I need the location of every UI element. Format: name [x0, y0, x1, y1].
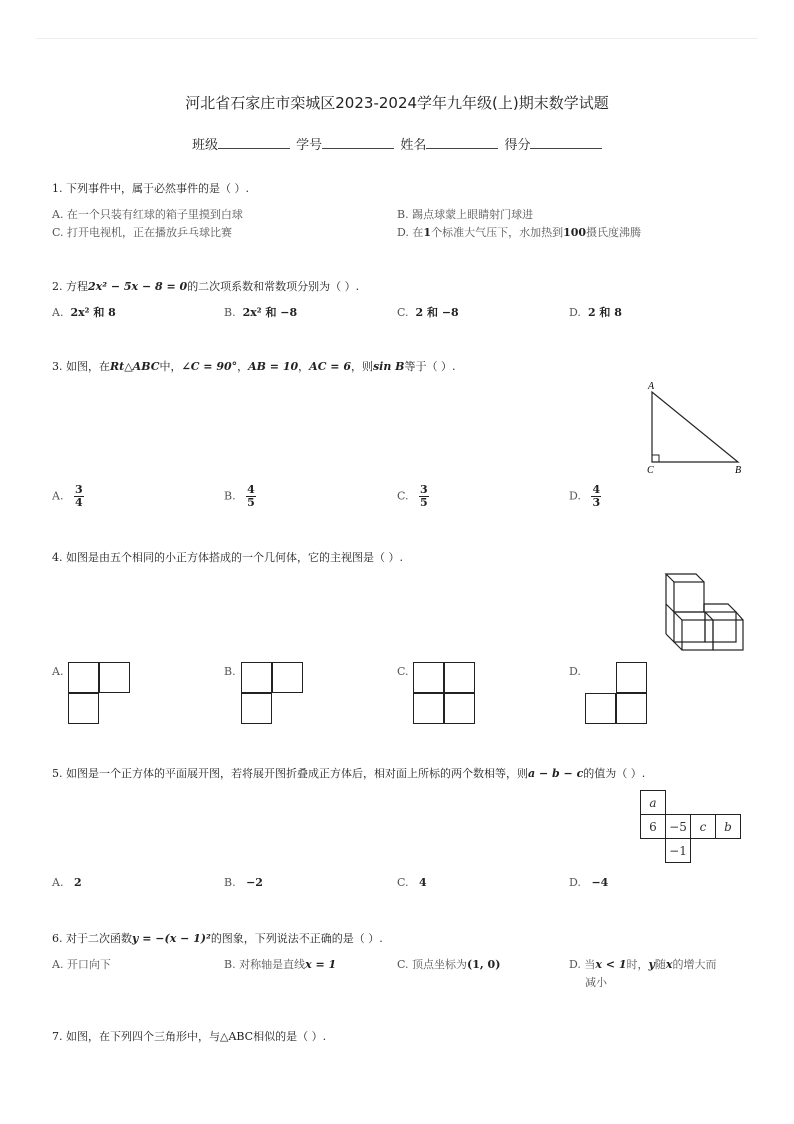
q3-c-num: 3	[420, 483, 428, 496]
q4-a-cell	[99, 662, 130, 693]
q3-a-num: 3	[74, 483, 83, 496]
q5-net-a	[641, 791, 666, 815]
q3-triangle	[652, 392, 738, 462]
q1-d-post: 摄氏度沸腾	[586, 226, 642, 239]
q1-option-c[interactable]: C. 打开电视机，正在播放乒乓球比赛	[52, 226, 233, 239]
q6-c-pre: C. 顶点坐标为	[397, 958, 468, 971]
q5-d-value: −4	[591, 876, 609, 889]
q3-stem-angle: ∠C = 90°	[181, 360, 238, 373]
q6-c-point: (1, 0)	[467, 958, 501, 971]
q6-d-mid: 时，	[626, 958, 649, 971]
q6-b-pre: B. 对称轴是直线	[224, 958, 306, 971]
student-info-fields	[192, 134, 604, 153]
field-id-label: 学号	[296, 138, 323, 153]
page-title: 河北省石家庄市栾城区2023-2024学年九年级(上)期末数学试题	[185, 94, 609, 112]
q5-option-c[interactable]	[397, 876, 427, 889]
q1-option-d[interactable]	[397, 224, 641, 240]
q3-right-angle-mark	[652, 455, 659, 462]
field-score-blank[interactable]	[530, 136, 602, 149]
q3-vertex-b: B	[735, 465, 742, 476]
q1-d-num1: 1	[423, 226, 432, 239]
q3-triangle-figure	[640, 378, 750, 478]
field-name-blank[interactable]	[426, 136, 498, 149]
q2-stem	[52, 278, 359, 294]
q5-net-a-text: a	[649, 795, 657, 810]
q4-c-cell	[444, 693, 475, 724]
q3-option-b[interactable]	[224, 484, 256, 509]
q3-stem-post: 等于（ ）.	[404, 360, 456, 373]
q6-option-b[interactable]	[224, 956, 336, 972]
q6-d-x: x	[665, 958, 673, 971]
q3-d-label: D.	[569, 489, 581, 503]
field-class-label: 班级	[192, 138, 219, 153]
q3-c-fraction	[419, 484, 429, 509]
q6-d-mid2: 随	[654, 958, 666, 971]
q4-d-cell	[616, 693, 647, 724]
q5-net-c	[691, 815, 716, 839]
field-id-blank[interactable]	[322, 136, 394, 149]
q5-net-neg5: −5	[666, 815, 691, 839]
q4-a-cell	[68, 693, 99, 724]
q3-option-c[interactable]	[397, 484, 429, 509]
q5-c-value: 4	[419, 876, 427, 889]
q4-c-cell	[413, 693, 444, 724]
q3-option-a[interactable]	[52, 484, 84, 509]
q1-d-pre: D. 在	[397, 226, 424, 239]
q3-stem-mid: 中，	[159, 360, 182, 373]
q2-d-label: D.	[569, 306, 581, 319]
q2-c-label: C.	[397, 306, 409, 319]
q3-stem-sin: sin B	[372, 360, 405, 373]
q4-option-d-label[interactable]: D.	[569, 665, 581, 678]
q5-net-empty	[716, 791, 741, 815]
q3-a-fraction	[74, 484, 84, 509]
q5-option-a[interactable]	[52, 876, 82, 889]
field-name-label: 姓名	[400, 138, 427, 153]
q5-net-empty	[691, 791, 716, 815]
q6-option-d[interactable]	[569, 956, 716, 972]
q4-a-cell	[68, 662, 99, 693]
q2-stem-pre: 2. 方程	[52, 280, 88, 293]
q1-stem: 1. 下列事件中，属于必然事件的是（ ）.	[52, 182, 249, 195]
q6-stem-function: y = −(x − 1)²	[132, 932, 211, 945]
q3-d-num: 4	[592, 483, 601, 496]
q3-b-den: 5	[247, 496, 255, 509]
q1-d-num2: 100	[563, 226, 587, 239]
q5-net-b-text: b	[724, 819, 732, 834]
q6-d-post: 的增大而	[672, 958, 717, 971]
q5-a-value: 2	[73, 876, 82, 889]
q4-b-cell	[241, 693, 272, 724]
q5-net-six: 6	[641, 815, 666, 839]
q2-b-value: 2x² 和 −8	[242, 306, 298, 319]
q4-d-cell	[616, 662, 647, 693]
field-score-label: 得分	[504, 138, 531, 153]
q3-d-den: 3	[592, 496, 601, 509]
q5-b-label: B.	[224, 876, 236, 889]
q5-net-b	[716, 815, 741, 839]
q2-option-a[interactable]	[52, 304, 116, 320]
q3-stem-ac: AC = 6	[309, 360, 351, 373]
q2-b-label: B.	[224, 306, 236, 319]
field-class-blank[interactable]	[218, 136, 290, 149]
q6-stem-post: 的图象，下列说法不正确的是（ ）.	[210, 932, 383, 945]
q6-d-y: y	[648, 958, 655, 971]
q2-a-value: 2x² 和 8	[70, 306, 116, 319]
q2-option-d[interactable]	[569, 304, 622, 320]
q7-stem: 7. 如图，在下列四个三角形中，与△ABC相似的是（ ）.	[52, 1030, 327, 1043]
q2-d-value: 2 和 8	[587, 306, 622, 319]
q2-c-value: 2 和 −8	[415, 306, 459, 319]
q2-stem-equation: 2x² − 5x − 8 = 0	[88, 280, 188, 293]
q6-option-d-line2: 减小	[585, 976, 607, 989]
q5-net-empty	[666, 791, 691, 815]
q3-b-num: 4	[247, 483, 255, 496]
q6-stem-pre: 6. 对于二次函数	[52, 932, 132, 945]
q2-option-c[interactable]	[397, 304, 459, 320]
q5-cube-net	[640, 790, 741, 863]
q3-stem-triangle: Rt△ABC	[110, 360, 160, 373]
q5-c-label: C.	[397, 876, 409, 889]
q6-stem	[52, 930, 383, 946]
q4-option-b-label[interactable]: B.	[224, 665, 236, 678]
q3-a-den: 4	[74, 496, 83, 509]
q3-c-label: C.	[397, 489, 409, 503]
q3-stem: 3. 如图，在Rt△ABC中，∠C = 90°，AB = 10，AC = 6，则sin B等于（ ）.	[52, 360, 456, 373]
q3-vertex-a: A	[648, 381, 655, 392]
q6-option-c[interactable]	[397, 956, 500, 972]
q2-option-b[interactable]	[224, 304, 297, 320]
q3-d-fraction	[591, 484, 601, 509]
q3-b-fraction	[246, 484, 256, 509]
q3-stem-ab: AB = 10	[248, 360, 299, 373]
q4-c-cell	[413, 662, 444, 693]
q3-b-label: B.	[224, 489, 236, 503]
q6-b-eq: x = 1	[305, 958, 337, 971]
q1-option-a[interactable]: A. 在一个只装有红球的箱子里摸到白球	[52, 208, 243, 221]
q4-b-cell	[241, 662, 272, 693]
q3-vertex-c: C	[647, 465, 654, 476]
q2-a-label: A.	[52, 306, 64, 319]
q5-option-b[interactable]	[224, 876, 263, 889]
q2-stem-post: 的二次项系数和常数项分别为（ ）.	[187, 280, 360, 293]
q5-option-d[interactable]	[569, 876, 608, 889]
q3-stem-then: ，则	[350, 360, 373, 373]
q4-option-c-label[interactable]: C.	[397, 665, 409, 678]
q5-net-empty	[641, 839, 666, 863]
header-rule	[36, 38, 758, 39]
q5-b-value: −2	[246, 876, 263, 889]
q3-stem-pre: 3. 如图，在	[52, 360, 110, 373]
q4-d-cell	[585, 693, 616, 724]
q5-net-neg1: −1	[666, 839, 691, 863]
q4-c-cell	[444, 662, 475, 693]
q5-net-empty	[691, 839, 716, 863]
q5-stem-post: 的值为（ ）.	[583, 767, 646, 780]
q3-option-d[interactable]	[569, 484, 601, 509]
q5-stem-expr: a − b − c	[528, 767, 584, 780]
q6-d-cond: x < 1	[595, 958, 627, 971]
q6-option-a[interactable]: A. 开口向下	[52, 958, 111, 971]
q5-net-empty	[716, 839, 741, 863]
q5-stem	[52, 765, 645, 781]
q3-a-label: A.	[52, 489, 64, 503]
q4-stem: 4. 如图是由五个相同的小正方体搭成的一个几何体，它的主视图是（ ）.	[52, 551, 403, 564]
q5-a-label: A.	[52, 876, 64, 889]
q6-d-pre: D. 当	[569, 958, 596, 971]
q5-d-label: D.	[569, 876, 581, 889]
q5-stem-pre: 5. 如图是一个正方体的平面展开图，若将展开图折叠成正方体后，相对面上所标的两个数相等，则	[52, 767, 528, 780]
q5-net-c-text: c	[699, 819, 707, 834]
q4-option-a-label[interactable]: A.	[52, 665, 64, 678]
q4-cube-figure	[660, 570, 746, 658]
q3-c-den: 5	[420, 496, 428, 509]
q1-d-mid: 个标准大气压下，水加热到	[431, 226, 564, 239]
q4-b-cell	[272, 662, 303, 693]
q1-option-b[interactable]: B. 踢点球蒙上眼睛射门球进	[397, 208, 534, 221]
